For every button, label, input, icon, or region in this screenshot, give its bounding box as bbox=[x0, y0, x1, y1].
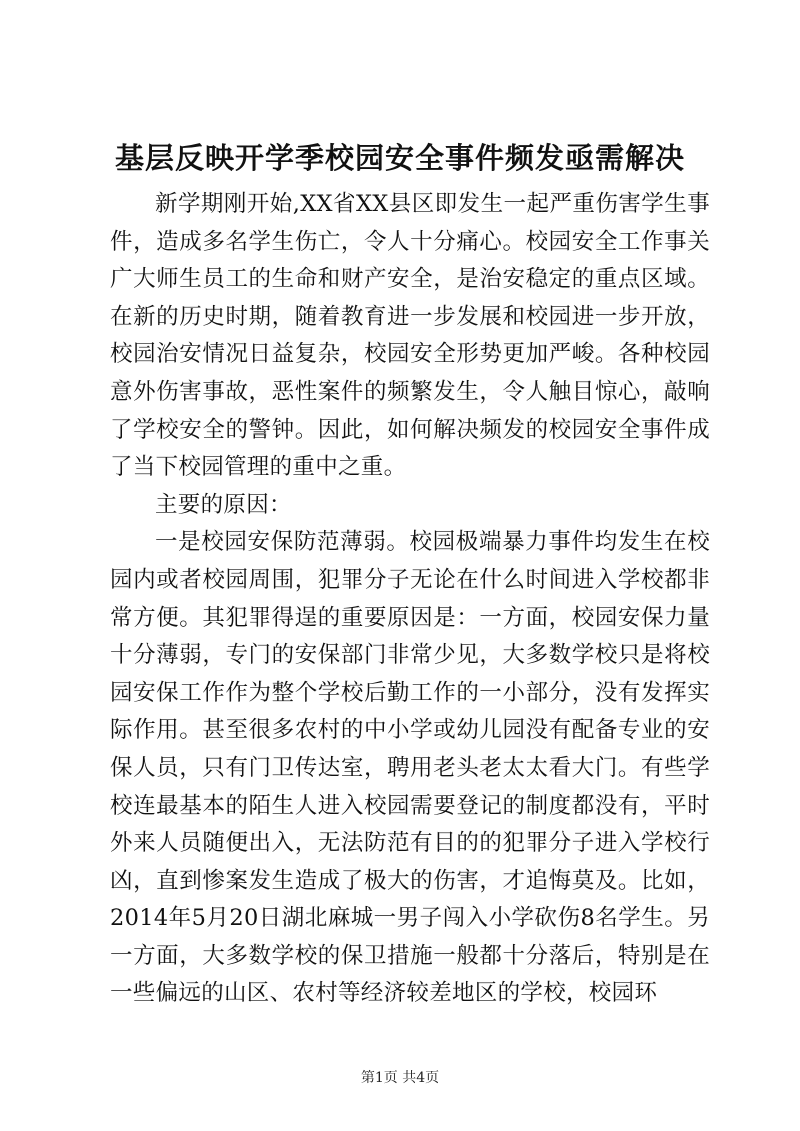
paragraph-intro: 新学期刚开始,XX省XX县区即发生一起严重伤害学生事件，造成多名学生伤亡，令人十分痛心。校园安全工作事关广大师生员工的生命和财产安全，是治安稳定的重点区域。在新的历史时期，随着教育进一步发展和校园进一步开放，校园治安情况日益复杂，校园安全形势更加严峻。各种校园意外伤害事故，恶性案件的频繁发生，令人触目惊心，敲响了学校安全的警钟。因此，如何解决频发的校园安全事件成了当下校园管理的重中之重。 bbox=[110, 191, 710, 481]
document-body bbox=[110, 186, 710, 1013]
paragraph-causes-heading: 主要的原因： bbox=[155, 491, 292, 518]
paragraph-cause-one: 一是校园安保防范薄弱。校园极端暴力事件均发生在校园内或者校园周围，犯罪分子无论在什么时间进入学校都非常方便。其犯罪得逞的重要原因是：一方面，校园安保力量十分薄弱，专门的安保部门非常少见，大多数学校只是将校园安保工作作为整个学校后勤工作的一小部分，没有发挥实际作用。甚至很多农村的中小学或幼儿园没有配备专业的安保人员，只有门卫传达室，聘用老头老太太看大门。有些学校连最基本的陌生人进入校园需要登记的制度都没有，平时外来人员随便出入，无法防范有目的的犯罪分子进入学校行凶，直到惨案发生造成了极大的伤害，才追悔莫及。比如，2014年5月20日湖北麻城一男子闯入小学砍伤8名学生。另一方面，大多数学校的保卫措施一般都十分落后，特别是在一些偏远的山区、农村等经济较差地区的学校，校园环 bbox=[110, 529, 710, 1007]
document-title: 基层反映开学季校园安全事件频发亟需解决 bbox=[114, 141, 685, 175]
page-footer: 第1页 共4页 bbox=[360, 1070, 440, 1086]
